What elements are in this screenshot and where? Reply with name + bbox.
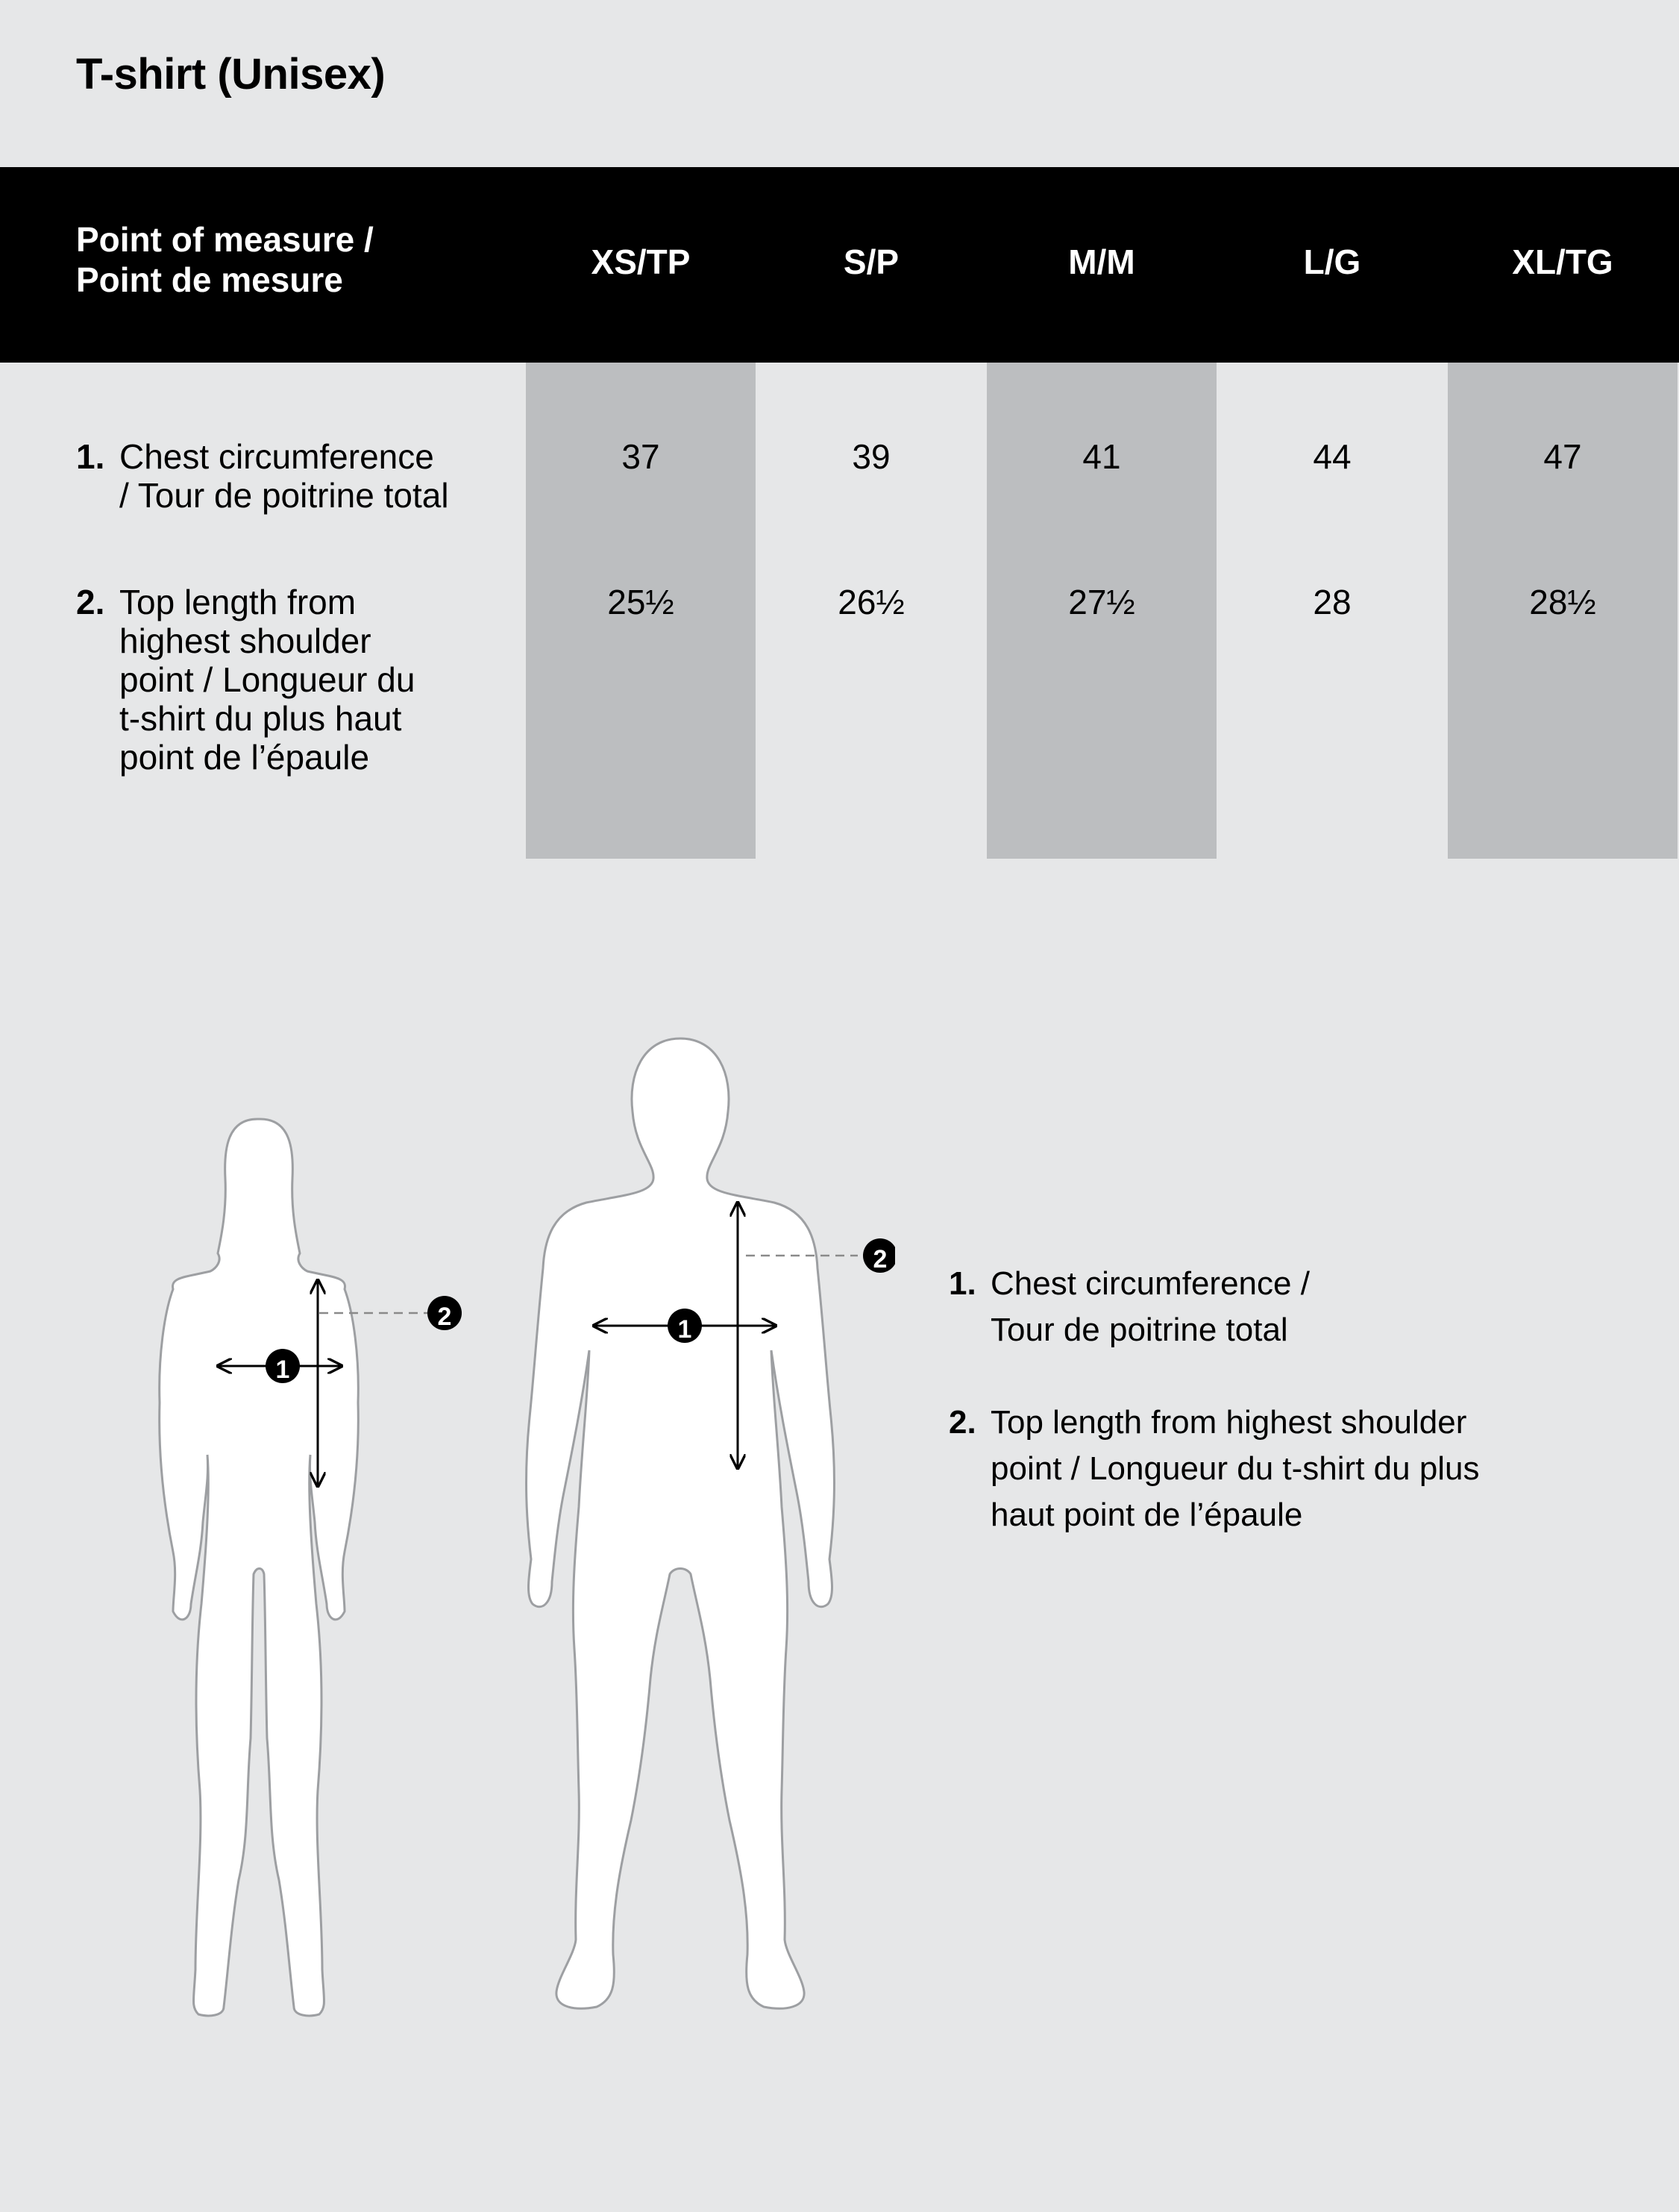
- legend-number: 2.: [949, 1404, 976, 1441]
- table-cell: 28½: [1529, 583, 1596, 621]
- legend-text: point / Longueur du t-shirt du plus: [991, 1450, 1480, 1487]
- size-header-l: L/G: [1303, 242, 1361, 281]
- row-number: 2.: [76, 583, 105, 621]
- pom-header-english: Point of measure /: [76, 220, 374, 259]
- row-label-text: Top length from: [119, 583, 357, 621]
- row-label-chest: [76, 437, 449, 515]
- table-cell: 47: [1543, 437, 1582, 476]
- size-header-xl: XL/TG: [1512, 242, 1613, 281]
- table-cell: 25½: [607, 583, 674, 621]
- legend-item-top-length: [949, 1400, 1480, 1538]
- length-marker-female: [427, 1296, 462, 1331]
- measurement-figures: [0, 1030, 895, 2029]
- legend-text: haut point de l’épaule: [991, 1497, 1303, 1533]
- table-cell: 41: [1082, 437, 1121, 476]
- row-label-text: point de l’épaule: [119, 738, 370, 777]
- row-label-text: t-shirt du plus haut: [119, 699, 402, 738]
- pom-header-french: Point de mesure: [76, 260, 343, 299]
- table-cell: 37: [621, 437, 660, 476]
- table-cell: 39: [852, 437, 891, 476]
- female-figure: [160, 1119, 430, 2016]
- row-label-text: / Tour de poitrine total: [119, 476, 449, 515]
- marker-2-label: 2: [873, 1245, 888, 1273]
- marker-1-label: 1: [275, 1356, 290, 1384]
- table-cell: 27½: [1068, 583, 1135, 621]
- legend-number: 1.: [949, 1265, 976, 1302]
- row-label-text: point / Longueur du: [119, 660, 415, 699]
- size-header-m: M/M: [1068, 242, 1135, 281]
- point-of-measure-header: [76, 219, 374, 300]
- legend-item-chest: [949, 1261, 1310, 1353]
- table-cell: 26½: [838, 583, 905, 621]
- row-label-text: highest shoulder: [119, 621, 371, 660]
- row-label-top-length: [76, 583, 415, 777]
- size-header-xs: XS/TP: [591, 242, 691, 281]
- table-header: [0, 167, 1679, 363]
- size-header-s: S/P: [843, 242, 900, 281]
- row-number: 1.: [76, 437, 105, 476]
- length-marker-male: [863, 1238, 895, 1273]
- page-title: T-shirt (Unisex): [76, 50, 386, 98]
- table-cell: 44: [1313, 437, 1352, 476]
- row-label-text: Chest circumference: [119, 437, 434, 476]
- marker-1-label: 1: [677, 1315, 692, 1344]
- legend-text: Top length from highest shoulder: [991, 1404, 1467, 1441]
- marker-2-label: 2: [437, 1303, 452, 1331]
- table-cell: 28: [1313, 583, 1352, 621]
- legend-text: Tour de poitrine total: [991, 1312, 1288, 1348]
- legend-text: Chest circumference /: [991, 1265, 1310, 1302]
- male-figure: [527, 1038, 858, 2008]
